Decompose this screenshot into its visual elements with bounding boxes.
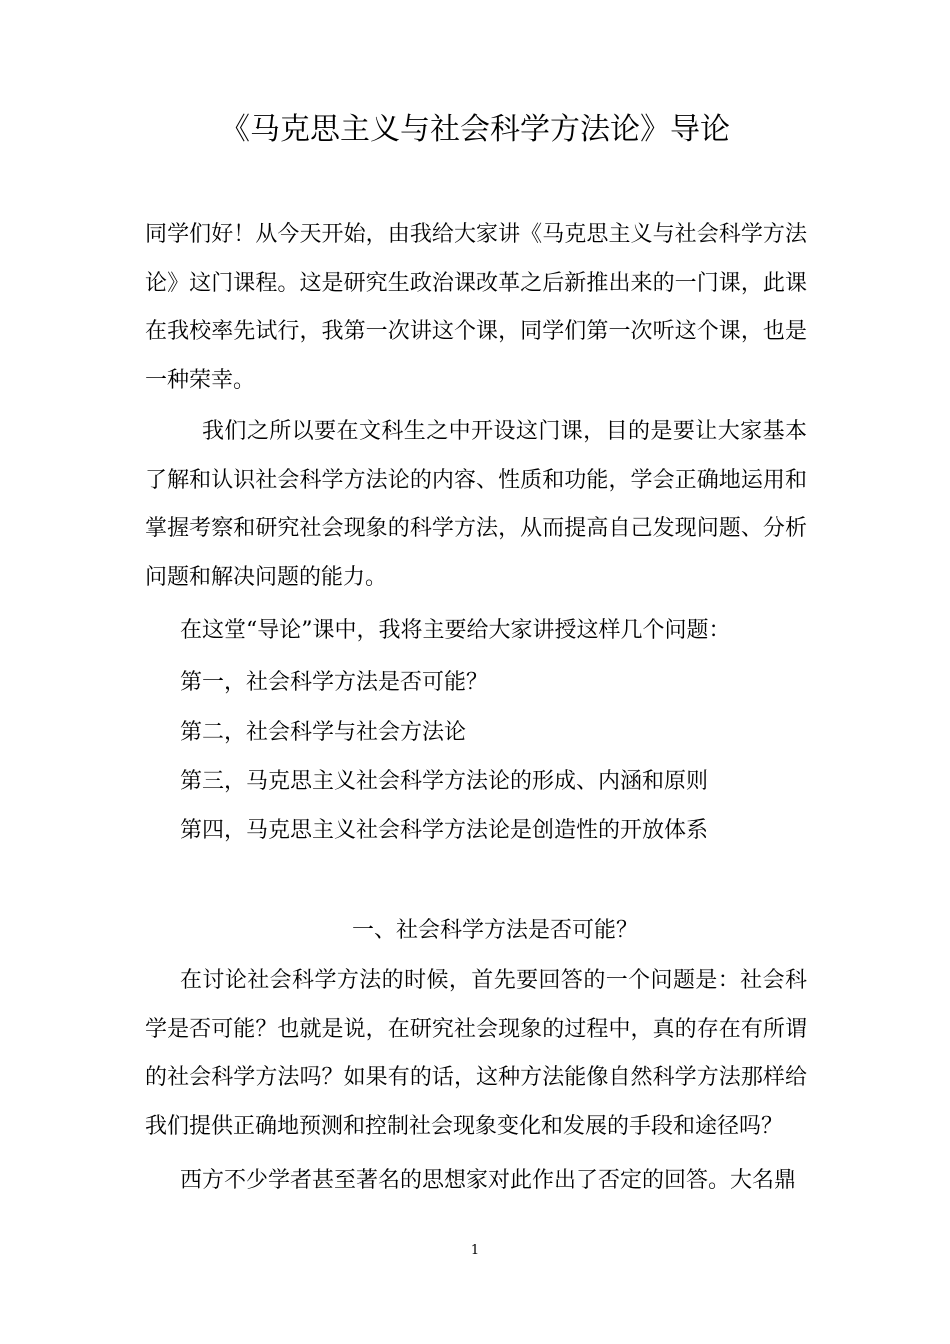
topic-item-1: 第一，社会科学方法是否可能？ bbox=[180, 670, 489, 695]
paragraph-purpose: 我们之所以要在文科生之中开设这门课，目的是要让大家基本了解和认识社会科学方法论的内容、性质和功能，学会正确地运用和掌握考察和研究社会现象的科学方法，从而提高自己发现问题、分析问题和解决问题的能力。 bbox=[145, 419, 807, 590]
section-paragraph-1: 在讨论社会科学方法的时候，首先要回答的一个问题是：社会科学是否可能？也就是说，在研究社会现象的过程中，真的存在有所谓的社会科学方法吗？如果有的话，这种方法能像自然科学方法那样给我们提供正确地预测和控制社会现象变化和发展的手段和途径吗？ bbox=[145, 968, 807, 1139]
topic-item-4: 第四，马克思主义社会科学方法论是创造性的开放体系 bbox=[180, 818, 709, 843]
paragraph-greeting: 同学们好！从今天开始，由我给大家讲《马克思主义与社会科学方法论》这门课程。这是研究生政治课改革之后新推出来的一门课，此课在我校率先试行，我第一次讲这个课，同学们第一次听这个课，也是一种荣幸。 bbox=[145, 222, 807, 393]
page-number: 1 bbox=[470, 1243, 480, 1258]
section-paragraph-2: 西方不少学者甚至著名的思想家对此作出了否定的回答。大名鼎 bbox=[180, 1168, 797, 1193]
section-heading: 一、社会科学方法是否可能？ bbox=[351, 918, 638, 943]
topic-item-2: 第二，社会科学与社会方法论 bbox=[180, 720, 467, 745]
topic-item-3: 第三，马克思主义社会科学方法论的形成、内涵和原则 bbox=[180, 769, 709, 794]
intro-line: 在这堂“导论”课中，我将主要给大家讲授这样几个问题： bbox=[180, 618, 731, 643]
document-title: 《马克思主义与社会科学方法论》导论 bbox=[220, 112, 730, 147]
